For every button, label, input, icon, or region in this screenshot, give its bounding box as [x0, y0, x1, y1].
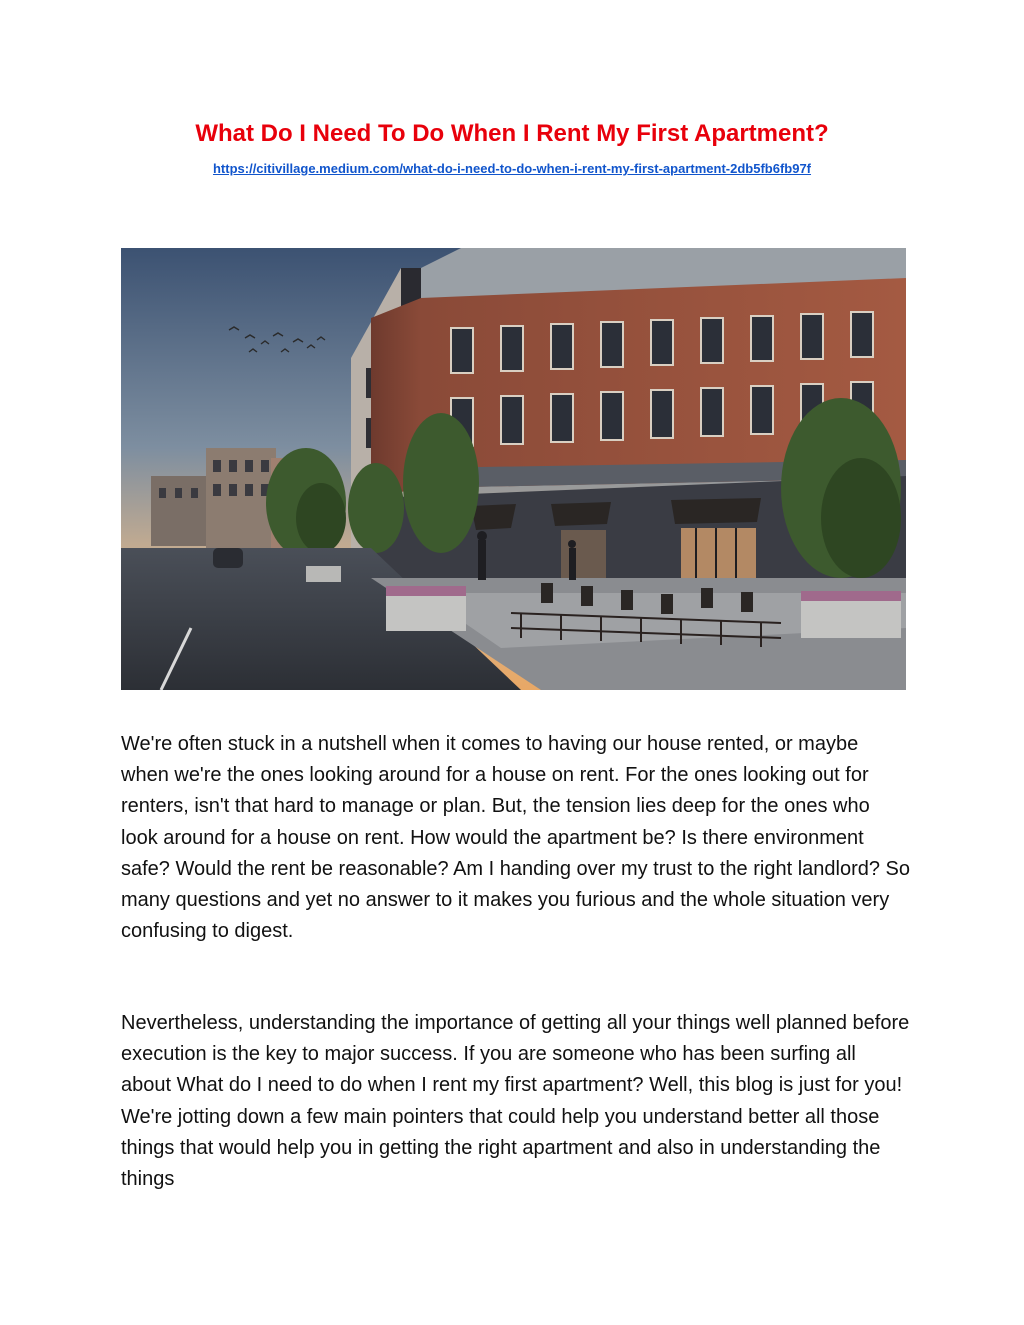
- hero-image: [121, 248, 906, 690]
- document-title: What Do I Need To Do When I Rent My First Apartment?: [195, 120, 829, 147]
- body-paragraph: Nevertheless, understanding the importance of getting all your things well planned before execution is the key to major success. If you are someone who has been surfing all about What do I need to do when I rent my first apartment? Well, this blog is just for you! We're jotting down a few main pointers that could help you understand better all those things that would help you in getting the right apartment and also in understanding the things: [121, 1012, 910, 1191]
- building-photo-icon: [121, 248, 906, 690]
- body-paragraph: We're often stuck in a nutshell when it comes to having our house rented, or maybe when we're the ones looking around for a house on rent. For the ones looking out for renters, isn't that hard to manage or plan. But, the tension lies deep for the ones who look around for a house on rent. How would the apartment be? Is there environment safe? Would the rent be reasonable? Am I handing over my trust to the right landlord? So many questions and yet no answer to it makes you furious and the whole situation very confusing to digest.: [121, 733, 910, 943]
- source-url-link[interactable]: https://citivillage.medium.com/what-do-i-need-to-do-when-i-rent-my-first-apartment-2db5fb6fb97f: [212, 161, 812, 176]
